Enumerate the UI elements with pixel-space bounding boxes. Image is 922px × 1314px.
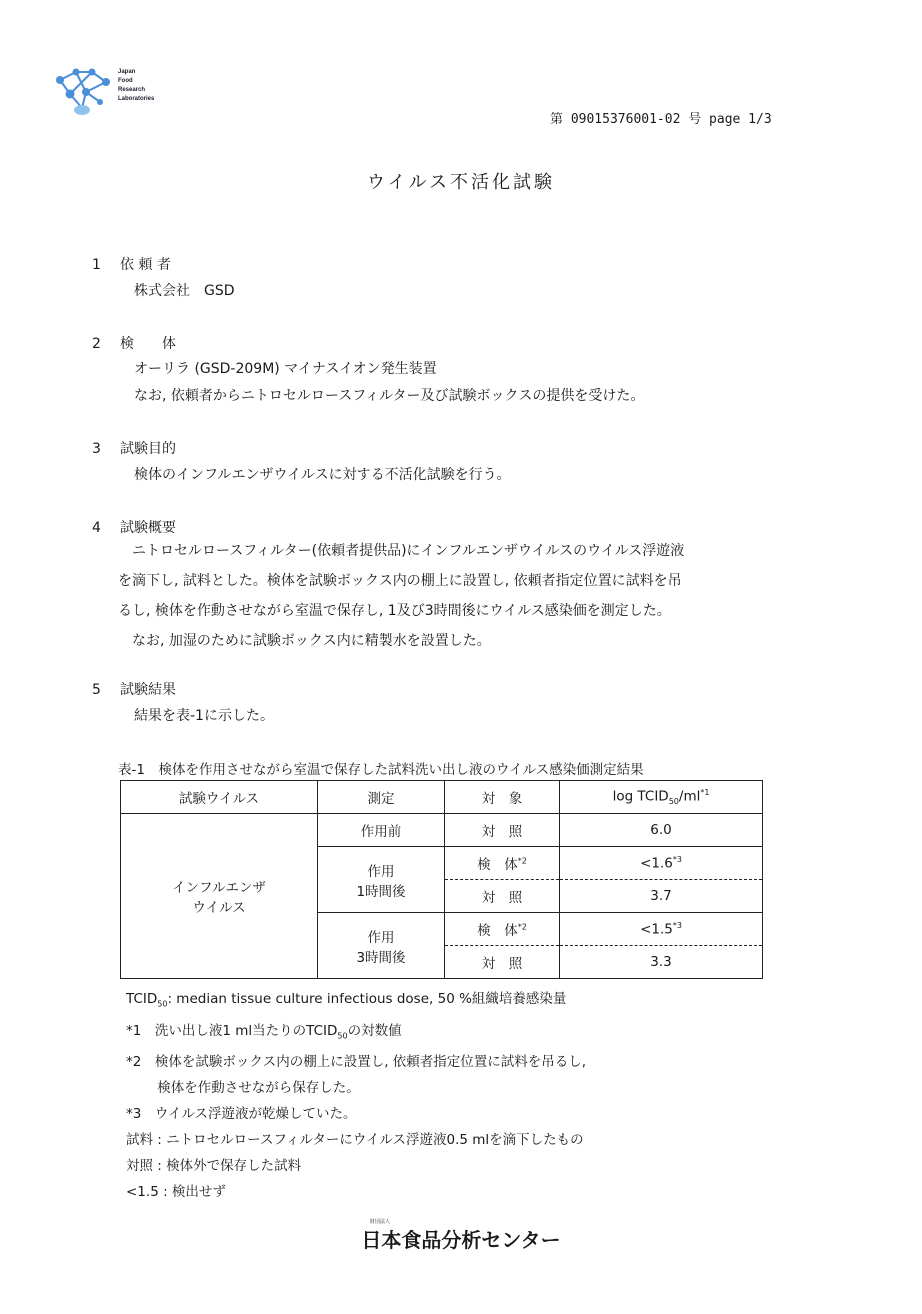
header-value-note: *1 <box>700 787 710 797</box>
value-cell: 3.3 <box>560 946 763 979</box>
section-title: 試験目的 <box>120 441 176 457</box>
section-number: 2 <box>92 336 101 352</box>
paragraph-line: るし, 検体を作動させながら室温で保存し, 1及び3時間後にウイルス感染価を測定した。 <box>118 603 671 619</box>
table-caption: 表-1 検体を作用させながら室温で保存した試料洗い出し液のウイルス感染価測定結果 <box>118 762 644 778</box>
paragraph-line: なお, 加湿のために試験ボックス内に精製水を設置した。 <box>118 633 491 649</box>
table-notes <box>126 986 586 1205</box>
section-number: 4 <box>92 520 101 536</box>
target-cell <box>445 847 560 880</box>
target-cell: 対 照 <box>445 814 560 847</box>
header-value-unit: /ml <box>678 788 701 805</box>
target-text: 検 体 <box>477 857 518 873</box>
logo-line: Food <box>118 78 133 84</box>
note-text: : median tissue culture infectious dose, 50 %組織培養感染量 <box>167 991 567 1007</box>
section-heading <box>92 517 176 537</box>
value-cell: 3.7 <box>560 880 763 913</box>
header-value <box>560 781 763 814</box>
section-body: 株式会社 GSD <box>134 283 235 299</box>
section-number: 1 <box>92 257 101 273</box>
note-text: TCID <box>126 991 158 1007</box>
value-text: <1.5 <box>640 921 673 938</box>
note-detection-limit: <1.5 : 検出せず <box>126 1184 226 1201</box>
note-control: 対照 : 検体外で保存した試料 <box>126 1158 302 1175</box>
logo-line: Laboratories <box>118 96 155 102</box>
note-mark: *2 <box>517 922 527 932</box>
note-text: の対数値 <box>347 1022 402 1039</box>
section-heading <box>92 254 171 274</box>
note-2-cont: 検体を作動させながら保存した。 <box>126 1080 360 1097</box>
section-body: なお, 依頼者からニトロセルロースフィルター及び試験ボックスの提供を受けた。 <box>134 388 645 404</box>
section-title: 依 頼 者 <box>120 257 171 273</box>
section-heading <box>92 679 176 699</box>
section-heading <box>92 438 176 458</box>
note-1 <box>126 1018 586 1050</box>
header-value-label: log TCID <box>612 788 669 805</box>
molecule-logo-icon <box>50 62 120 118</box>
document-number: 第 09015376001-02 号 page 1/3 <box>550 112 772 127</box>
note-mark: *2 <box>517 856 527 866</box>
footer-org-name: 日本食品分析センター <box>361 1228 561 1252</box>
target-cell: 対 照 <box>445 946 560 979</box>
target-text: 検 体 <box>477 923 518 939</box>
paragraph-line: ニトロセルロースフィルター(依頼者提供品)にインフルエンザウイルスのウイルス浮遊液 <box>118 543 685 559</box>
results-table <box>120 780 763 979</box>
jfrl-logo <box>50 62 170 122</box>
target-cell: 対 照 <box>445 880 560 913</box>
header-virus: 試験ウイルス <box>121 781 318 814</box>
value-cell <box>560 913 763 946</box>
measure-cell: 作用前 <box>318 814 445 847</box>
note-3: *3 ウイルス浮遊液が乾燥していた。 <box>126 1106 357 1123</box>
section-body: 結果を表-1に示した。 <box>134 708 274 724</box>
section-title: 試験結果 <box>120 682 176 698</box>
virus-cell <box>121 814 318 979</box>
section-title: 試験概要 <box>120 520 176 536</box>
section-number: 5 <box>92 682 101 698</box>
header-measure: 測定 <box>318 781 445 814</box>
value-cell <box>560 847 763 880</box>
measure-cell <box>318 847 445 913</box>
logo-wordmark <box>118 68 154 104</box>
note-sub: 50 <box>337 1031 348 1041</box>
measure-line: 作用 <box>367 929 395 946</box>
virus-name: ウイルス <box>192 900 246 916</box>
table-row <box>121 814 763 847</box>
note-2: *2 検体を試験ボックス内の棚上に設置し, 依頼者指定位置に試料を吊るし, <box>126 1054 587 1071</box>
note-sample: 試料 : ニトロセルロースフィルターにウイルス浮遊液0.5 mlを滴下したもの <box>126 1132 584 1149</box>
logo-line: Japan <box>118 69 136 75</box>
section-body: オーリラ (GSD-209M) マイナスイオン発生装置 <box>134 361 437 377</box>
logo-line: Research <box>118 87 146 93</box>
table-header-row <box>121 781 763 814</box>
section-paragraph <box>118 536 808 656</box>
target-cell <box>445 913 560 946</box>
note-tcid <box>126 986 586 1018</box>
header-target: 対 象 <box>445 781 560 814</box>
paragraph-line: を滴下し, 試料とした。検体を試験ボックス内の棚上に設置し, 依頼者指定位置に試料を吊 <box>118 573 682 589</box>
note-mark: *3 <box>672 854 682 864</box>
measure-line: 3時間後 <box>356 949 406 966</box>
virus-name: インフルエンザ <box>172 880 266 896</box>
footer-org-type: 財団法人 <box>370 1219 391 1225</box>
measure-line: 1時間後 <box>356 883 406 900</box>
section-title: 検 体 <box>120 336 176 352</box>
value-text: <1.6 <box>640 855 673 872</box>
note-sub: 50 <box>157 999 168 1009</box>
note-text: *1 洗い出し液1 ml当たりのTCID <box>126 1022 338 1039</box>
header-value-sub: 50 <box>668 797 679 807</box>
section-number: 3 <box>92 441 101 457</box>
page-title: ウイルス不活化試験 <box>367 172 555 193</box>
section-body: 検体のインフルエンザウイルスに対する不活化試験を行う。 <box>134 467 511 483</box>
measure-line: 作用 <box>367 863 395 880</box>
note-mark: *3 <box>672 920 682 930</box>
section-heading <box>92 333 176 353</box>
value-cell: 6.0 <box>560 814 763 847</box>
measure-cell <box>318 913 445 979</box>
